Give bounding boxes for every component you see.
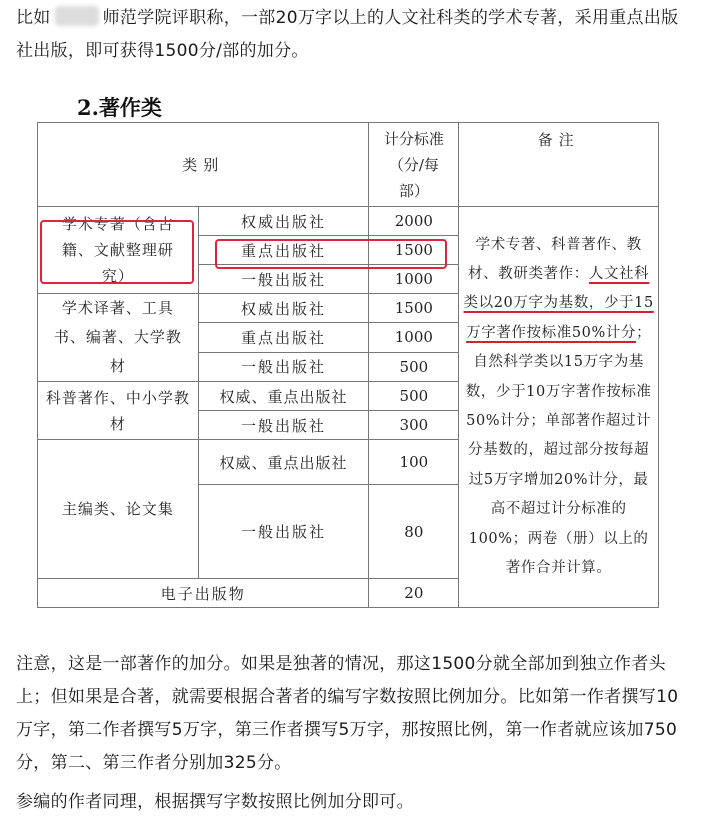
score-cell: 80: [369, 485, 459, 579]
publisher-cell: 重点出版社: [198, 323, 369, 352]
header-remark: 备注: [459, 123, 659, 207]
category-electronic: 电子出版物: [38, 579, 369, 608]
score-cell: 1500: [369, 294, 459, 323]
score-cell: 2000: [369, 207, 459, 236]
publisher-cell: 权威、重点出版社: [198, 440, 369, 485]
score-cell: 1500: [369, 236, 459, 265]
category-monograph: 学术专著（含古籍、文献整理研究）: [38, 207, 199, 294]
remark-underlined: 人文社科类以20万字为基数，少于15万字著作按标准50%计分: [463, 265, 654, 341]
publisher-cell: 一般出版社: [198, 265, 369, 294]
publisher-cell: 权威、重点出版社: [198, 382, 369, 411]
scoring-table-figure: [37, 92, 659, 616]
intro-paragraph: [16, 2, 692, 68]
publisher-cell: 重点出版社: [198, 236, 369, 265]
publisher-cell: 一般出版社: [198, 485, 369, 579]
section-title: 2.著作类: [77, 95, 162, 120]
header-category: 类别: [38, 123, 369, 207]
category-popular-science: 科普著作、中小学教材: [38, 382, 199, 440]
header-score: 计分标准（分/每部）: [369, 123, 459, 207]
category-editor: 主编类、论文集: [38, 440, 199, 579]
highlight-box-category: [40, 220, 194, 284]
publisher-cell: 一般出版社: [198, 411, 369, 440]
remark-cell: [459, 207, 659, 608]
note-paragraph: 注意，这是一部著作的加分。如果是独著的情况，那这1500分就全部加到独立作者头上；但如果是合著，就需要根据合著者的编写字数按照比例加分。比如第一作者撰写10万字，第二作者撰写5万字，第三作者撰写5万字，那按照比例，第一作者就应该加750分，第二、第三作者分别加325分。: [16, 654, 679, 773]
score-cell: 500: [369, 352, 459, 381]
score-cell: 1000: [369, 265, 459, 294]
score-cell: 20: [369, 579, 459, 608]
intro-prefix: 比如: [16, 8, 51, 28]
highlight-box-key-publisher: [215, 239, 447, 269]
footer-paragraph: 参编的作者同理，根据撰写字数按照比例加分即可。: [16, 792, 414, 812]
remark-part3: ；自然科学类以15万字为基数，少于10万字著作按标准50%计分；单部著作超过计分基数的，超过部分按每超过5万字增加20%计分，最高不超过计分标准的100%；两卷（册）以上的著作合并计算。: [465, 324, 652, 577]
scoring-table: [37, 122, 659, 608]
score-cell: 300: [369, 411, 459, 440]
category-translation: 学术译著、工具书、编著、大学教材: [38, 294, 199, 382]
table-header-row: [38, 123, 659, 207]
score-cell: 1000: [369, 323, 459, 352]
score-cell: 100: [369, 440, 459, 485]
publisher-cell: 权威出版社: [198, 294, 369, 323]
remark-part1: 学术专著、科普著作、教材、教研类著作：: [468, 236, 642, 282]
intro-text: 师范学院评职称，一部20万字以上的人文社科类的学术专著，采用重点出版社出版，即可获得1500分/部的加分。: [16, 8, 679, 61]
redacted-school-name: [55, 6, 99, 26]
score-cell: 500: [369, 382, 459, 411]
publisher-cell: 一般出版社: [198, 352, 369, 381]
publisher-cell: 权威出版社: [198, 207, 369, 236]
